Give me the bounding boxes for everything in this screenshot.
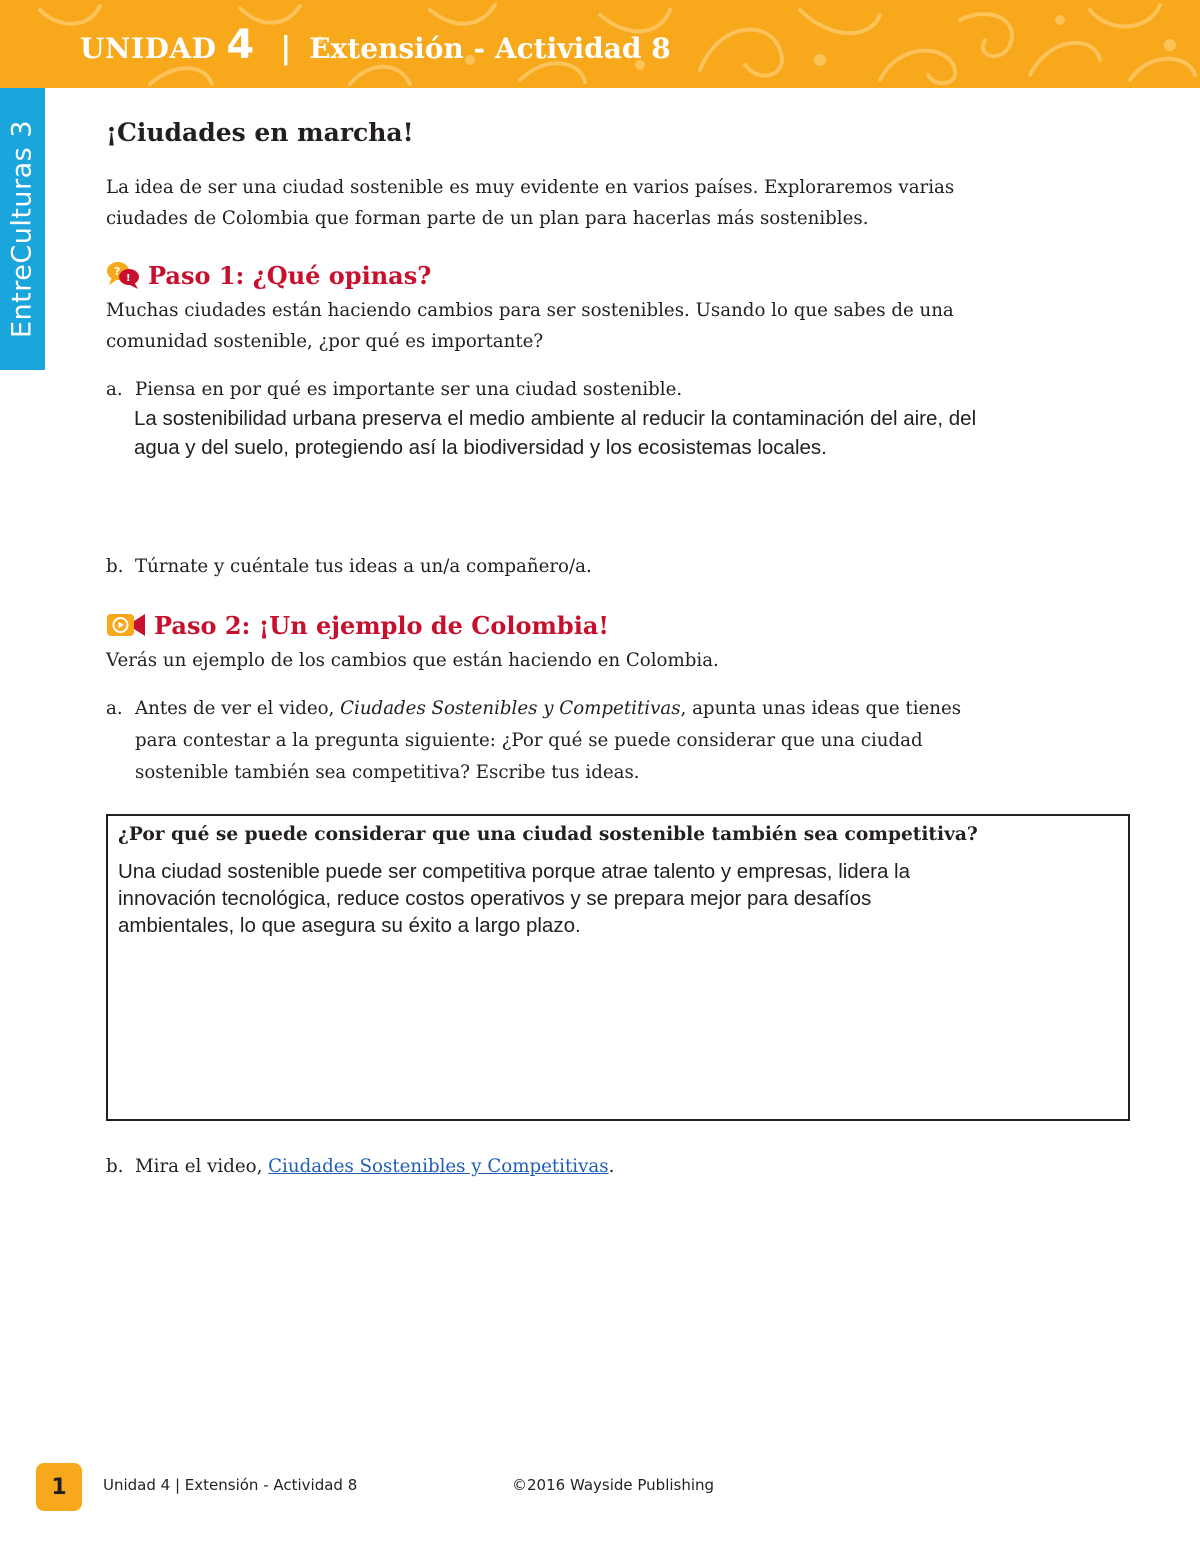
footer-copyright: ©2016 Wayside Publishing bbox=[512, 1476, 715, 1494]
page-number-badge bbox=[36, 1463, 82, 1511]
paso2-item-a-line-2: para contestar a la pregunta siguiente: ¿Por qué se puede considerar que una ciudad bbox=[135, 730, 923, 751]
paso1-answer-line-2[interactable]: agua y del suelo, protegiendo así la biodiversidad y los ecosistemas locales. bbox=[134, 436, 827, 459]
paso2-item-a bbox=[106, 693, 961, 724]
paso1-item-a bbox=[106, 374, 682, 405]
answer-box-question: ¿Por qué se puede considerar que una ciudad sostenible también sea competitiva? bbox=[118, 824, 978, 845]
unit-label: UNIDAD bbox=[80, 32, 217, 65]
item-label: b. bbox=[106, 1156, 124, 1177]
paso2-item-b bbox=[106, 1151, 614, 1182]
paso1-title: Paso 1: ¿Qué opinas? bbox=[148, 260, 432, 290]
item-text-after: , apunta unas ideas que tienes bbox=[680, 698, 962, 719]
paso1-item-b bbox=[106, 551, 592, 582]
svg-text:!: ! bbox=[126, 273, 131, 284]
header-separator: | bbox=[280, 31, 292, 66]
item-text-before: Antes de ver el video, bbox=[135, 698, 341, 719]
paso1-text-line-2: comunidad sostenible, ¿por qué es importante? bbox=[106, 331, 544, 352]
answer-box[interactable] bbox=[106, 814, 1130, 1121]
activity-title: Extensión - Actividad 8 bbox=[309, 32, 671, 65]
paso2-heading bbox=[106, 610, 609, 640]
answer-box-line-1: Una ciudad sostenible puede ser competitiva porque atrae talento y empresas, lidera la bbox=[118, 860, 910, 883]
item-label: a. bbox=[106, 379, 123, 400]
answer-box-line-3: ambientales, lo que asegura su éxito a largo plazo. bbox=[118, 914, 581, 937]
answer-box-text[interactable] bbox=[118, 858, 910, 939]
side-tab bbox=[0, 88, 45, 370]
video-camera-icon bbox=[106, 610, 146, 640]
intro-line-1: La idea de ser una ciudad sostenible es muy evidente en varios países. Exploraremos varias bbox=[106, 177, 955, 198]
header-band bbox=[0, 0, 1200, 88]
header-title bbox=[80, 22, 671, 72]
item-label: b. bbox=[106, 556, 124, 577]
paso2-item-a-line-3: sostenible también sea competitiva? Escribe tus ideas. bbox=[135, 762, 640, 783]
page-title: ¡Ciudades en marcha! bbox=[106, 118, 414, 147]
video-link[interactable]: Ciudades Sostenibles y Competitivas bbox=[268, 1156, 609, 1177]
paso2-text: Verás un ejemplo de los cambios que están haciendo en Colombia. bbox=[106, 650, 719, 671]
speech-bubbles-icon bbox=[106, 260, 140, 290]
intro-line-2: ciudades de Colombia que forman parte de un plan para hacerlas más sostenibles. bbox=[106, 208, 869, 229]
item-label: a. bbox=[106, 698, 123, 719]
answer-box-line-2: innovación tecnológica, reduce costos operativos y se prepara mejor para desafíos bbox=[118, 887, 872, 910]
item-text-after: . bbox=[608, 1156, 615, 1177]
item-text-before: Mira el video, bbox=[135, 1156, 269, 1177]
svg-text:?: ? bbox=[114, 265, 121, 278]
side-tab-label: EntreCulturas 3 bbox=[6, 119, 38, 339]
footer-left-text: Unidad 4 | Extensión - Actividad 8 bbox=[103, 1476, 358, 1494]
paso2-title: Paso 2: ¡Un ejemplo de Colombia! bbox=[154, 610, 609, 640]
item-text: Túrnate y cuéntale tus ideas a un/a compañero/a. bbox=[135, 556, 592, 577]
unit-number: 4 bbox=[226, 22, 255, 68]
video-title-italic: Ciudades Sostenibles y Competitivas bbox=[340, 698, 681, 719]
paso1-heading bbox=[106, 260, 431, 290]
paso1-answer-line-1[interactable]: La sostenibilidad urbana preserva el medio ambiente al reducir la contaminación del aire, del bbox=[134, 407, 977, 430]
page-number: 1 bbox=[51, 1474, 67, 1500]
item-text: Piensa en por qué es importante ser una ciudad sostenible. bbox=[135, 379, 683, 400]
paso1-text-line-1: Muchas ciudades están haciendo cambios para ser sostenibles. Usando lo que sabes de una bbox=[106, 300, 954, 321]
